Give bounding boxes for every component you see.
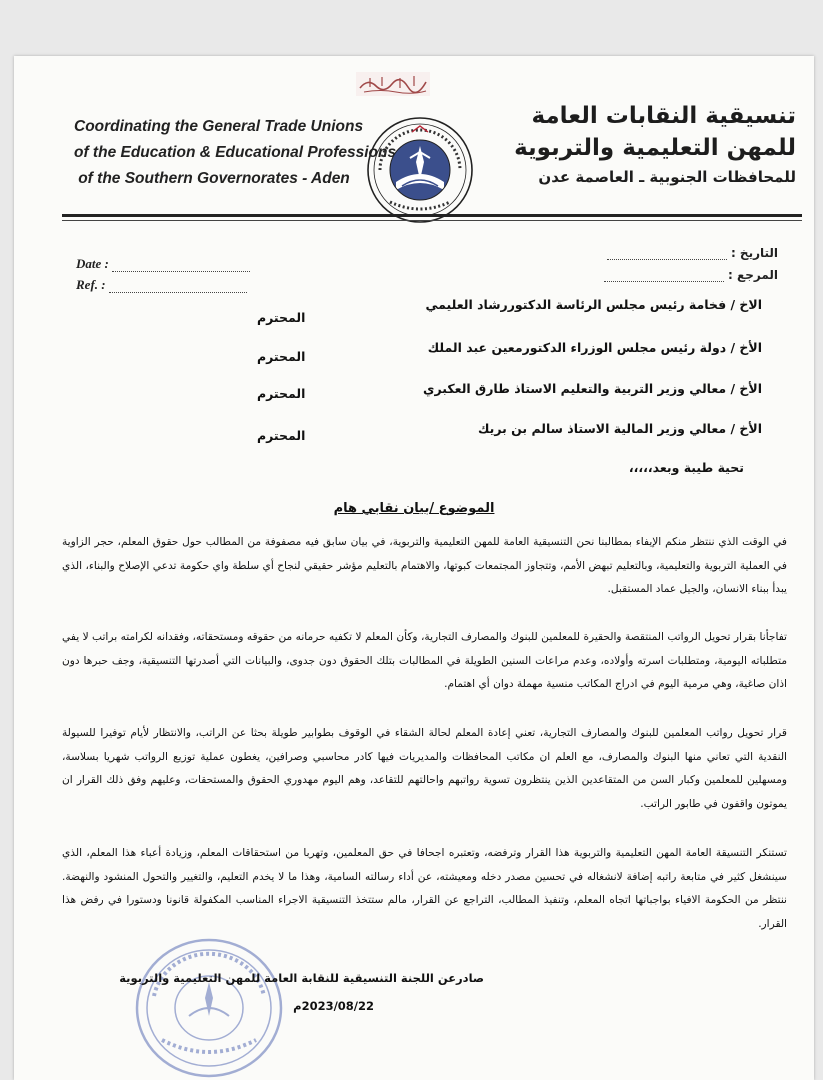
ref-blank-en <box>109 292 247 293</box>
date-field-en <box>76 256 250 272</box>
arabic-header-line-3: للمحافظات الجنوبية ـ العاصمة عدن <box>538 168 796 186</box>
arabic-header-line-2: للمهن التعليمية والتربوية <box>514 135 796 161</box>
addressee-3: الأخ / معالي وزير التربية والتعليم الاستاذ طارق العكبري <box>423 381 762 396</box>
issuer-line: صادرعن اللجنة التنسيقية للنقابة العامة للمهن التعليمية والتربوية <box>119 971 484 985</box>
body-paragraph-3: قرار تحويل رواتب المعلمين للبنوك والمصارف التجارية، تعني إعادة المعلم لحالة الشقاء في الوقوف بطوابير طويلة بحثا عن الراتب، والانتظار لأيام توفيرا للسيولة النقدية التي تعاني منها البنوك والمصارف، مع العلم ان مكاتب المحافظات والمديريات فيها كادر محاسبي وصرافين، يغطون عملية توزيع الرواتب شهريا بسلاسة، ومسهلين للمعلمين وكبار السن من المتقاعدين الذين ينتظرون تسوية رواتبهم واحالتهم للتقاعد، وهم اليوم مهدوري الحقوق والمستحقات، وعليهم وفق ذلك القرار ان يموتون واقفون في طابور الراتب. <box>62 727 787 810</box>
ref-blank-ar <box>604 281 724 282</box>
english-header-line-1: Coordinating the General Trade Unions <box>74 118 364 135</box>
honorific-3: المحترم <box>257 386 306 401</box>
union-logo-seal-icon <box>366 116 474 224</box>
header-divider-thin <box>62 220 802 221</box>
addressee-1: الاخ / فخامة رئيس مجلس الرئاسة الدكتوررشاد العليمي <box>425 297 762 312</box>
ref-field-en <box>76 277 247 293</box>
date-field-ar <box>604 246 778 260</box>
body-paragraph-1: في الوقت الذي ننتظر منكم الإيفاء بمطالبنا نحن التنسيقية العامة للمهن التعليمية والتربوية، في بيان سابق فيه مصفوفة من المطالب حول حقوق المعلم، حجر الزاوية في العملية التربوية والتعليمية، وبالتعليم تبهض الأمم، وتتجاوز المجتمعات كبوتها، والاهتمام بالتعليم مؤشر حقيقي لنجاح أي سلطة واي حكومة تدعي الإصلاح والبناء، الذي يبدأ ببناء الانسان، والجيل عماد المستقبل. <box>62 536 787 595</box>
honorific-2: المحترم <box>257 349 306 364</box>
ref-label-ar: المرجع : <box>728 268 778 282</box>
letter-sheet <box>14 56 814 1080</box>
addressee-4: الأخ / معالي وزير المالية الاستاذ سالم بن بريك <box>478 421 762 436</box>
bismillah-calligraphy-icon <box>356 72 430 96</box>
blue-ink-stamp-icon <box>134 936 284 1080</box>
honorific-1: المحترم <box>257 310 306 325</box>
issue-date: 2023/08/22م <box>293 999 374 1013</box>
date-label-ar: التاريخ : <box>730 246 778 260</box>
body-paragraph-2: تفاجأنا بقرار تحويل الرواتب المنتقصة والحقيرة للمعلمين للبنوك والمصارف التجارية، وكأن المعلم لا تكفيه حرمانه من حقوقه ومستحقاته، وفقدانه لكرامته براتب لا يفي متطلباته اليومية، ومتطلبات اسرته وأولاده، وعدم مراعات السنين الطويلة في المطالبات بتلك الحقوق دون جدوى، والبيانات التي أصدرتها التنسيقية، وجف حبرها دون اذان صاغية، وهي مرمية اليوم في ادراج المكاتب منسية مهملة دوان أي اهتمام. <box>62 631 787 690</box>
english-header-line-3: of the Southern Governorates - Aden <box>78 170 350 187</box>
date-label-en: Date : <box>76 256 109 271</box>
body-paragraph-4: تستنكر التنسيقة العامة المهن التعليمية والتربوية هذا القرار وترفضه، وتعتبره اجحافا في حق المعلمين، وتهربا من استحقاقات المعلم، وزيادة أعباء هذا المعلم، الذي سينشغل كثير في متابعة راتبه إضافة لانشغاله في تحسين مصدر دخله ومعيشته، عن أداء رسالته السامية، وهذا ما لا يخدم التعليم، والتغيير والتحول المنشود والنهضة. ننتظر من الحكومة الافياء بواجباتها اتجاه المعلم، وتنفيذ المطالب، التراجع عن القرار، مالم ستتخذ التنسيقية الاجراء المناسب المكفولة قانونا ودستورا في رفض هذا القرار. <box>62 847 787 930</box>
greeting: تحية طيبة وبعد،،،،، <box>628 460 744 475</box>
ref-field-ar <box>604 268 778 282</box>
ref-label-en: Ref. : <box>76 277 106 292</box>
subject-line: الموضوع /بيان نقابي هام <box>333 501 495 516</box>
header-divider-thick <box>62 214 802 217</box>
date-blank-en <box>112 271 250 272</box>
date-blank-ar <box>607 259 727 260</box>
arabic-letterhead <box>514 100 796 190</box>
english-letterhead <box>74 114 397 192</box>
addressee-2: الأخ / دولة رئيس مجلس الوزراء الدكتورمعين عبد الملك <box>427 340 762 355</box>
english-header-line-2: of the Education & Educational Professions <box>74 144 397 161</box>
honorific-4: المحترم <box>257 428 306 443</box>
arabic-header-line-1: تنسيقية النقابات العامة <box>531 103 796 129</box>
